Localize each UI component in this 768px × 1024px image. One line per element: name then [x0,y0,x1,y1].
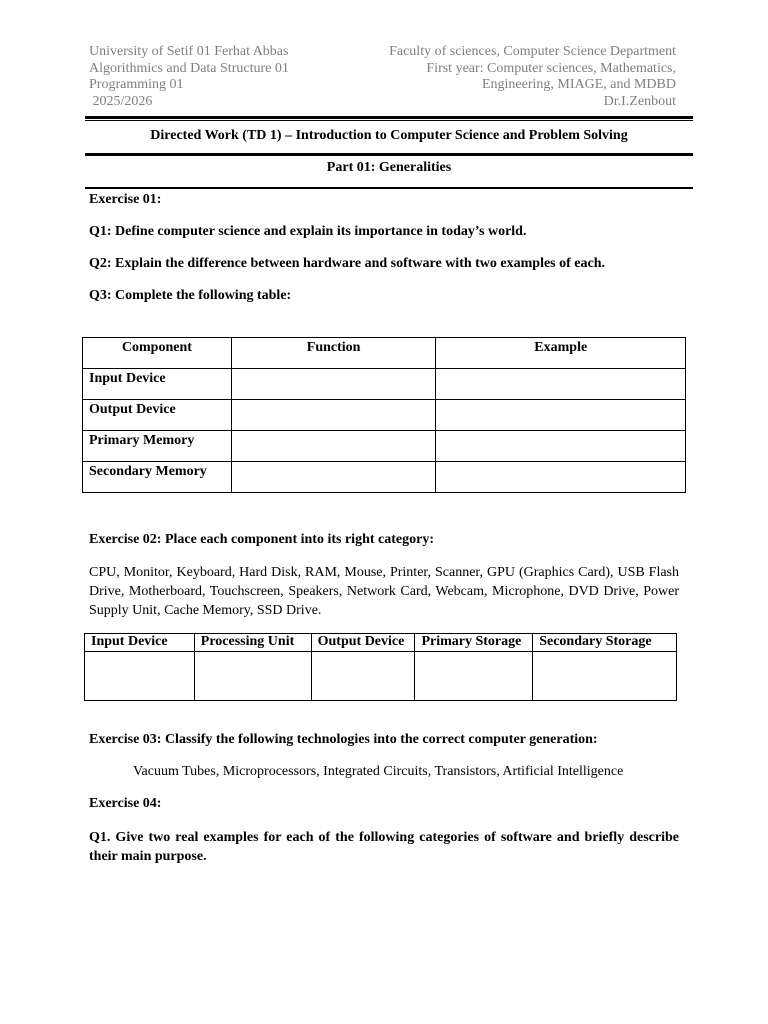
table-header-row [83,338,686,369]
row-label: Primary Memory [83,431,232,462]
exercise-02-heading: Exercise 02: Place each component into its right category: [89,532,434,547]
header-subject: Programming 01 [89,77,184,92]
row-label: Output Device [83,400,232,431]
header-programs: Engineering, MIAGE, and MDBD [481,77,676,92]
empty-cell [231,431,436,462]
category-table [84,633,677,701]
empty-cell [436,462,686,493]
header-left [89,44,289,110]
empty-cell [415,652,533,701]
empty-cell [436,400,686,431]
column-header: Component [83,338,232,369]
exercise-01-heading: Exercise 01: [89,192,162,207]
title-divider [85,153,693,156]
column-header: Primary Storage [415,634,533,652]
table-row [83,400,686,431]
empty-cell [231,400,436,431]
empty-cell [231,462,436,493]
exercise-03-heading: Exercise 03: Classify the following technologies into the correct computer generation: [89,732,598,747]
table-row [83,369,686,400]
table-row [83,431,686,462]
column-header: Secondary Storage [533,634,677,652]
table-row [85,652,677,701]
row-label: Input Device [83,369,232,400]
exercise-04-q1: Q1. Give two real examples for each of the following categories of software and briefly describe their main purpose. [89,830,679,864]
exercise-04-heading: Exercise 04: [89,796,162,811]
exercise-03-technologies: Vacuum Tubes, Microprocessors, Integrated Circuits, Transistors, Artificial Intelligence [133,764,624,779]
table-row [83,462,686,493]
column-header: Function [231,338,436,369]
empty-cell [436,431,686,462]
empty-cell [194,652,311,701]
empty-cell [231,369,436,400]
column-header: Input Device [85,634,195,652]
header-teacher: Dr.I.Zenbout [603,93,676,109]
empty-cell [436,369,686,400]
document-title: Directed Work (TD 1) – Introduction to Computer Science and Problem Solving [150,128,628,143]
column-header: Example [436,338,686,369]
empty-cell [311,652,415,701]
header-right [389,44,676,110]
column-header: Processing Unit [194,634,311,652]
exercise-01-q3: Q3: Complete the following table: [89,288,292,303]
header-year: 2025/2026 [89,93,153,109]
exercise-01-q1: Q1: Define computer science and explain its importance in today’s world. [89,224,527,239]
component-table [82,337,686,493]
empty-cell [85,652,195,701]
header-faculty: Faculty of sciences, Computer Science Department [389,44,676,59]
part-title: Part 01: Generalities [326,160,452,175]
row-label: Secondary Memory [83,462,232,493]
header-level: First year: Computer sciences, Mathematics, [426,60,676,76]
part-divider [85,187,693,189]
table-header-row [85,634,677,652]
exercise-02-components: CPU, Monitor, Keyboard, Hard Disk, RAM, Mouse, Printer, Scanner, GPU (Graphics Card), USB Flash Drive, Motherboard, Touchscreen, Speakers, Network Card, Webcam, Microphone, DVD Drive, Power Supply Unit, Cache Memory, SSD Drive. [89,565,679,618]
header-divider-thin [85,120,693,121]
header-course: Algorithmics and Data Structure 01 [89,60,289,76]
column-header: Output Device [311,634,415,652]
exercise-01-q2: Q2: Explain the difference between hardware and software with two examples of each. [89,256,606,271]
empty-cell [533,652,677,701]
header-divider [85,116,693,119]
header-university: University of Setif 01 Ferhat Abbas [89,44,289,59]
